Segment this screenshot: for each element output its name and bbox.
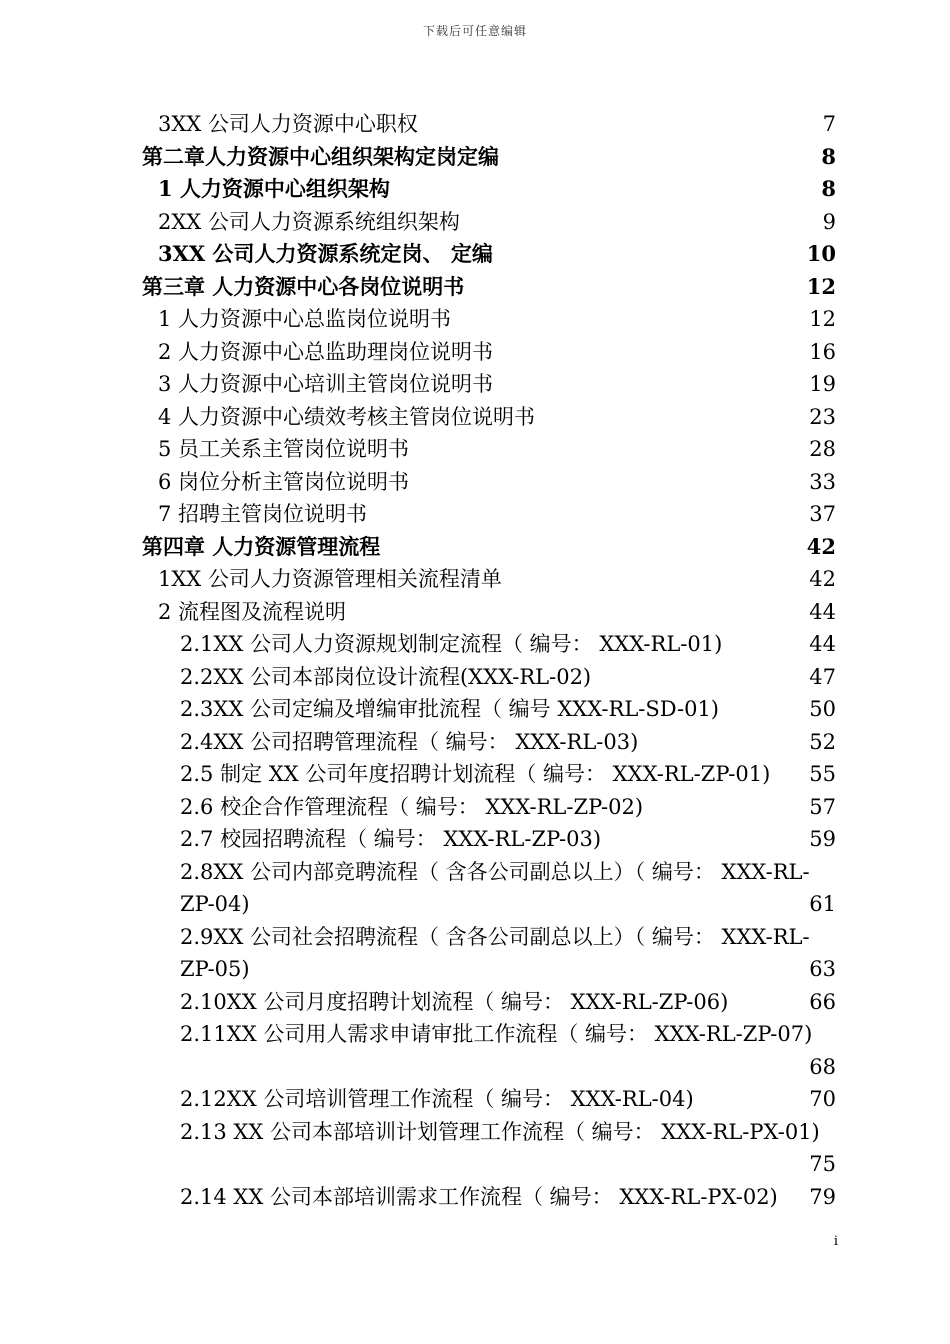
toc-entry[interactable]	[0, 271, 950, 304]
toc-entry-title: 3XX 公司人力资源中心职权	[158, 112, 418, 136]
toc-entry-title: 2.1XX 公司人力资源规划制定流程（ 编号： XXX-RL-01)	[180, 632, 723, 656]
toc-entry-title: 3XX 公司人力资源系统定岗、 定编	[158, 241, 493, 266]
toc-entry[interactable]	[0, 758, 950, 791]
toc-entry-page-number: 19	[809, 372, 836, 396]
page-header-note: 下载后可任意编辑	[422, 24, 527, 38]
toc-entry-title: 第三章 人力资源中心各岗位说明书	[142, 273, 465, 299]
toc-entry[interactable]	[0, 823, 950, 856]
toc-entry-page-number: 47	[809, 664, 836, 689]
toc-entry[interactable]	[0, 206, 950, 239]
toc-entry[interactable]	[0, 303, 950, 336]
toc-entry[interactable]	[0, 108, 950, 141]
toc-entry-page-number: 68	[809, 1054, 836, 1079]
toc-entry-page-number: 55	[809, 762, 836, 786]
toc-entry-page-number: 9	[822, 209, 836, 234]
toc-entry-title: 2.8XX 公司内部竞聘流程（ 含各公司副总以上）（ 编号： XXX-RL-	[180, 859, 810, 884]
toc-entry-page-number: 12	[809, 307, 836, 331]
toc-entry[interactable]	[0, 498, 950, 531]
toc-entry-page-number: 75	[809, 1152, 836, 1176]
toc-entry[interactable]	[0, 238, 950, 271]
toc-entry-page-number: 57	[809, 794, 836, 819]
toc-entry-page-number: 16	[809, 339, 836, 364]
toc-entry-page-number: 37	[809, 502, 836, 526]
toc-entry-title: 2 流程图及流程说明	[158, 599, 347, 624]
toc-entry[interactable]	[0, 1181, 950, 1214]
toc-entry-page-number: 23	[809, 404, 836, 429]
toc-entry[interactable]	[0, 986, 950, 1019]
toc-entry-title: 1 人力资源中心总监岗位说明书	[158, 307, 452, 331]
toc-entry-title: 2.12XX 公司培训管理工作流程（ 编号： XXX-RL-04)	[180, 1087, 694, 1111]
toc-entry[interactable]	[0, 726, 950, 759]
toc-entry-page-number: 61	[809, 892, 836, 916]
toc-entry-page-number: 42	[806, 533, 836, 559]
table-of-contents	[0, 108, 950, 1213]
toc-entry-title: 2.2XX 公司本部岗位设计流程(XXX-RL-02)	[180, 664, 592, 689]
toc-entry-title-continued: ZP-05)	[180, 957, 250, 981]
toc-entry-page-number: 12	[806, 273, 836, 299]
toc-entry[interactable]	[0, 856, 950, 921]
toc-entry[interactable]	[0, 596, 950, 629]
toc-entry-title: 2XX 公司人力资源系统组织架构	[158, 209, 460, 234]
toc-entry[interactable]	[0, 173, 950, 206]
toc-entry-page-number: 70	[809, 1087, 836, 1111]
toc-entry-page-number: 8	[821, 143, 836, 169]
toc-entry-title: 2.3XX 公司定编及增编审批流程（ 编号 XXX-RL-SD-01)	[180, 697, 719, 721]
toc-entry-page-number: 8	[821, 176, 836, 201]
toc-entry-title: 1 人力资源中心组织架构	[158, 176, 390, 201]
toc-entry-page-number: 79	[809, 1184, 836, 1209]
toc-entry-title: 5 员工关系主管岗位说明书	[158, 437, 410, 461]
toc-entry-page-number: 7	[822, 112, 836, 136]
toc-entry[interactable]	[0, 791, 950, 824]
toc-entry-title: 2.11XX 公司用人需求申请审批工作流程（ 编号： XXX-RL-ZP-07)	[180, 1022, 813, 1046]
toc-entry-page-number: 66	[809, 989, 836, 1014]
toc-entry[interactable]	[0, 433, 950, 466]
toc-entry[interactable]	[0, 368, 950, 401]
toc-entry-page-number: 33	[809, 469, 836, 494]
toc-entry-title: 2.5 制定 XX 公司年度招聘计划流程（ 编号： XXX-RL-ZP-01)	[180, 762, 771, 786]
toc-entry-page-number: 28	[809, 437, 836, 461]
toc-entry-title: 2.14 XX 公司本部培训需求工作流程（ 编号： XXX-RL-PX-02)	[180, 1184, 778, 1209]
toc-entry-page-number: 44	[809, 599, 836, 624]
toc-entry-title: 2.7 校园招聘流程（ 编号： XXX-RL-ZP-03)	[180, 827, 602, 851]
toc-entry[interactable]	[0, 563, 950, 596]
toc-entry[interactable]	[0, 336, 950, 369]
toc-entry-page-number: 52	[809, 729, 836, 754]
toc-entry-title-continued: ZP-04)	[180, 892, 250, 916]
toc-entry[interactable]	[0, 661, 950, 694]
toc-entry-title: 6 岗位分析主管岗位说明书	[158, 469, 410, 494]
toc-entry-title: 2.4XX 公司招聘管理流程（ 编号： XXX-RL-03)	[180, 729, 639, 754]
toc-entry[interactable]	[0, 141, 950, 174]
toc-entry[interactable]	[0, 921, 950, 986]
toc-entry-page-number: 44	[809, 632, 836, 656]
toc-entry[interactable]	[0, 628, 950, 661]
toc-entry-page-number: 10	[806, 241, 836, 266]
toc-entry-page-number: 42	[809, 567, 836, 591]
toc-entry[interactable]	[0, 1116, 950, 1181]
toc-entry-title: 2.9XX 公司社会招聘流程（ 含各公司副总以上）（ 编号： XXX-RL-	[180, 924, 810, 949]
toc-entry-page-number: 50	[809, 697, 836, 721]
toc-entry-title: 2.10XX 公司月度招聘计划流程（ 编号： XXX-RL-ZP-06)	[180, 989, 729, 1014]
toc-entry-title: 2 人力资源中心总监助理岗位说明书	[158, 339, 494, 364]
toc-entry[interactable]	[0, 531, 950, 564]
toc-entry-title: 4 人力资源中心绩效考核主管岗位说明书	[158, 404, 536, 429]
toc-entry[interactable]	[0, 1018, 950, 1083]
toc-entry-page-number: 63	[809, 957, 836, 981]
toc-entry[interactable]	[0, 401, 950, 434]
toc-entry[interactable]	[0, 1083, 950, 1116]
toc-entry-title: 第四章 人力资源管理流程	[142, 533, 381, 559]
toc-entry-title: 2.13 XX 公司本部培训计划管理工作流程（ 编号： XXX-RL-PX-01)	[180, 1119, 820, 1144]
toc-entry-title: 第二章人力资源中心组织架构定岗定编	[142, 143, 499, 169]
toc-entry-title: 7 招聘主管岗位说明书	[158, 502, 368, 526]
toc-entry-page-number: 59	[809, 827, 836, 851]
page-number-footer: i	[833, 1234, 838, 1249]
toc-entry[interactable]	[0, 693, 950, 726]
toc-entry-title: 3 人力资源中心培训主管岗位说明书	[158, 372, 494, 396]
toc-entry-title: 2.6 校企合作管理流程（ 编号： XXX-RL-ZP-02)	[180, 794, 644, 819]
toc-entry[interactable]	[0, 466, 950, 499]
toc-entry-title: 1XX 公司人力资源管理相关流程清单	[158, 567, 502, 591]
